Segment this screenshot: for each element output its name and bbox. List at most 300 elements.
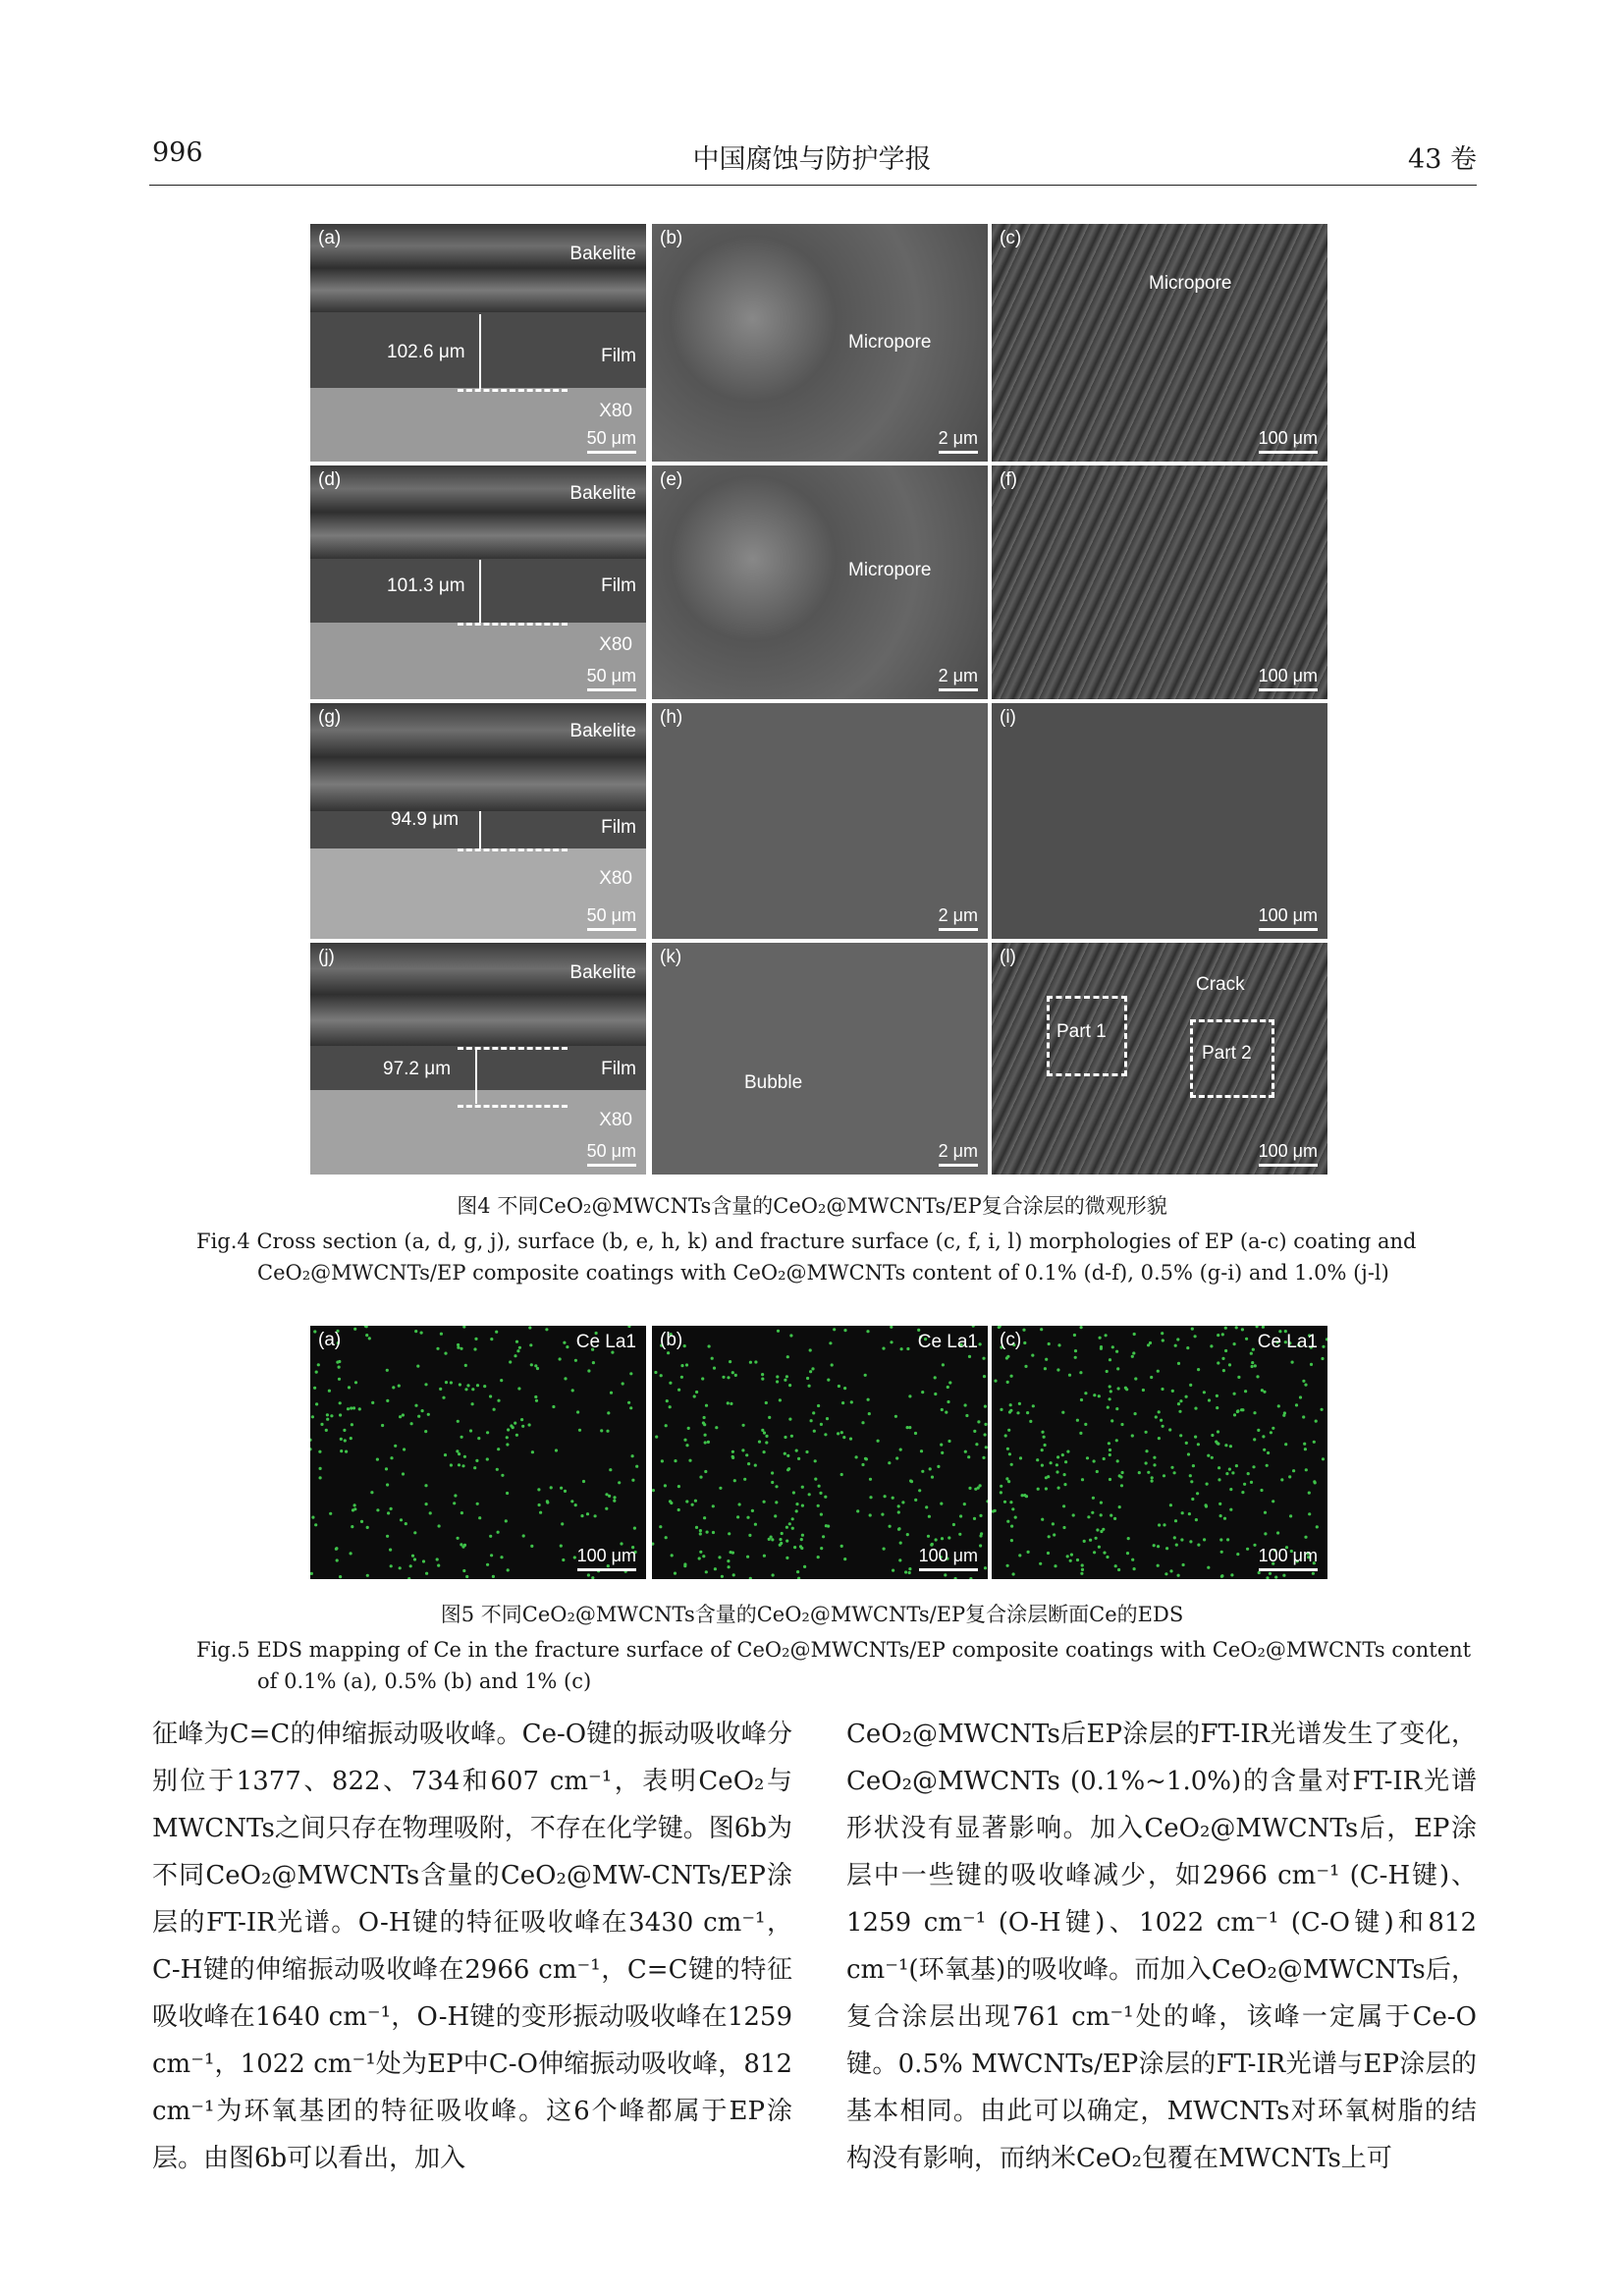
eds-dot [1224, 1444, 1227, 1447]
eds-dot [353, 1328, 356, 1331]
eds-dot [1177, 1402, 1180, 1405]
eds-dot [1207, 1454, 1210, 1457]
eds-dot [1047, 1552, 1050, 1555]
eds-dot [1103, 1552, 1106, 1555]
eds-dot [1256, 1375, 1259, 1378]
eds-dot [796, 1570, 799, 1573]
eds-dot [890, 1340, 893, 1343]
eds-dot [1280, 1478, 1283, 1481]
eds-dot [727, 1559, 730, 1562]
eds-dot [392, 1386, 395, 1389]
eds-dot [1310, 1363, 1313, 1366]
eds-dot [352, 1406, 355, 1409]
eds-dot [1158, 1437, 1161, 1440]
eds-dot [730, 1402, 732, 1405]
eds-dot [1027, 1551, 1030, 1554]
eds-dot [506, 1436, 509, 1439]
eds-dot [319, 1476, 322, 1479]
eds-dot [319, 1467, 322, 1470]
eds-dot [1274, 1576, 1277, 1579]
eds-dot [1210, 1344, 1213, 1347]
eds-dot [398, 1385, 401, 1388]
eds-dot [941, 1451, 944, 1454]
eds-dot [838, 1385, 840, 1388]
eds-dot [771, 1538, 774, 1541]
eds-dot [1131, 1558, 1134, 1561]
volume-label: 43 卷 [1408, 144, 1477, 175]
eds-dot [338, 1366, 341, 1369]
eds-dot [390, 1507, 393, 1510]
eds-dot [669, 1382, 672, 1385]
eds-dot [1062, 1504, 1065, 1507]
eds-dot [315, 1402, 318, 1405]
eds-dot [1236, 1410, 1239, 1413]
eds-dot [669, 1405, 672, 1408]
eds-dot [1080, 1326, 1083, 1329]
eds-dot [416, 1365, 419, 1368]
eds-dot [941, 1537, 944, 1540]
eds-dot [1203, 1538, 1206, 1541]
eds-dot [683, 1344, 686, 1347]
eds-dot [1224, 1327, 1227, 1330]
thickness-label: 101.3 μm [387, 575, 465, 596]
eds-dot [1237, 1376, 1240, 1379]
eds-dot [817, 1404, 820, 1407]
eds-dot [741, 1449, 744, 1451]
eds-dot [898, 1558, 901, 1561]
eds-dot [474, 1338, 477, 1340]
eds-dot [1228, 1363, 1231, 1366]
eds-dot [1093, 1394, 1096, 1396]
panel-e [652, 465, 988, 699]
eds-dot [1026, 1411, 1029, 1414]
eds-dot [407, 1577, 410, 1579]
eds-dot [394, 1445, 397, 1448]
eds-dot [1157, 1370, 1160, 1373]
eds-dot [464, 1364, 467, 1367]
eds-dot [344, 1439, 347, 1442]
eds-dot [386, 1399, 389, 1402]
panel-tag: (b) [660, 1330, 683, 1350]
eds-dot [763, 1501, 766, 1503]
eds-dot [883, 1548, 886, 1551]
eds-dot [1004, 1434, 1007, 1437]
eds-dot [703, 1423, 706, 1426]
eds-dot [817, 1556, 820, 1558]
eds-dot [1233, 1393, 1236, 1395]
eds-dot [808, 1493, 811, 1496]
eds-dot [774, 1514, 777, 1517]
panel-b [652, 224, 988, 462]
eds-dot [719, 1487, 722, 1490]
eds-dot [785, 1375, 788, 1378]
eds-dot [351, 1525, 353, 1528]
eds-dot [894, 1415, 897, 1418]
eds-dot [371, 1401, 374, 1404]
eds-dot [1080, 1398, 1083, 1401]
eds-dot [313, 1330, 316, 1333]
eds-dot [528, 1326, 531, 1329]
eds-dot [1174, 1344, 1177, 1347]
eds-dot [627, 1401, 630, 1404]
eds-dot [982, 1456, 985, 1459]
eds-dot [1270, 1431, 1272, 1434]
eds-dot [948, 1381, 951, 1384]
eds-dot [1050, 1461, 1053, 1464]
eds-dot [1186, 1346, 1189, 1349]
eds-dot [843, 1329, 846, 1332]
eds-dot [507, 1568, 510, 1571]
eds-dot [1266, 1464, 1269, 1467]
eds-dot [1243, 1483, 1246, 1486]
eds-dot [586, 1512, 589, 1515]
eds-dot [814, 1459, 817, 1462]
eds-dots [310, 1326, 646, 1579]
eds-dot [732, 1573, 735, 1576]
eds-dot [667, 1351, 670, 1354]
eds-dot [1023, 1341, 1026, 1344]
eds-dot [1245, 1338, 1248, 1340]
eds-dot [1005, 1477, 1008, 1480]
eds-dot [1197, 1544, 1200, 1547]
eds-dot [592, 1361, 595, 1364]
eds-dot [793, 1546, 796, 1549]
eds-dot [669, 1500, 672, 1503]
eds-dot [1241, 1328, 1244, 1331]
eds-dot [652, 1489, 655, 1492]
eds-dot [727, 1401, 730, 1404]
eds-dot [1066, 1450, 1069, 1453]
eds-dot [1158, 1523, 1161, 1526]
eds-dot [320, 1423, 323, 1426]
eds-dot [788, 1418, 791, 1421]
eds-dot [573, 1556, 576, 1558]
scale-bar: 100 μm [919, 1546, 978, 1571]
eds-dot [1289, 1514, 1292, 1517]
eds-dot [685, 1500, 688, 1503]
eds-dot [350, 1437, 352, 1440]
eds-dot [318, 1450, 321, 1453]
eds-dot [1151, 1480, 1154, 1483]
eds-dot [824, 1433, 827, 1436]
film-label: Film [601, 817, 636, 838]
eds-dot [403, 1448, 406, 1450]
eds-dot [1217, 1334, 1219, 1337]
eds-dot [745, 1453, 748, 1456]
eds-dot [515, 1434, 518, 1437]
eds-dot [1076, 1419, 1079, 1422]
scale-bar: 100 μm [1259, 428, 1318, 454]
eds-dot [1000, 1485, 1002, 1488]
eds-dot [820, 1547, 823, 1550]
eds-dot [489, 1535, 492, 1538]
eds-dot [1056, 1470, 1058, 1473]
eds-dot [1096, 1528, 1099, 1531]
eds-dot [421, 1409, 424, 1412]
eds-dot [850, 1400, 853, 1403]
eds-dot [1194, 1335, 1197, 1338]
eds-dot [1283, 1411, 1286, 1414]
eds-dot [1241, 1491, 1244, 1494]
eds-dot [906, 1347, 909, 1350]
eds-dot [1191, 1498, 1194, 1501]
film-label: Film [601, 575, 636, 596]
eds-dot [463, 1455, 466, 1458]
part-1-label: Part 1 [1056, 1021, 1107, 1042]
eds-dot [366, 1526, 369, 1529]
eds-dot [979, 1342, 982, 1345]
eds-dot [1110, 1419, 1113, 1422]
eds-dot [1029, 1420, 1032, 1423]
eds-dot [535, 1399, 538, 1402]
eds-dot [812, 1411, 815, 1414]
film-label: Film [601, 1059, 636, 1079]
panel-tag: (g) [318, 707, 342, 728]
eds-dot [799, 1545, 802, 1548]
eds-dot [1229, 1508, 1232, 1511]
eds-dot [685, 1444, 688, 1447]
eds-dot [814, 1478, 817, 1481]
eds-dot [436, 1347, 439, 1350]
eds-dot [754, 1360, 757, 1363]
eds-dot [343, 1429, 346, 1432]
eds-dot [928, 1515, 931, 1518]
eds-dot [1084, 1423, 1087, 1426]
eds-dot [906, 1533, 909, 1536]
eds-dot [1061, 1453, 1064, 1456]
eds-dot [366, 1574, 369, 1577]
eds-dot [699, 1532, 702, 1535]
eds-dot [1247, 1472, 1250, 1475]
eds-dot [661, 1459, 664, 1462]
eds-dot [984, 1423, 987, 1426]
eds-dot [829, 1341, 832, 1344]
eds-dot [984, 1433, 987, 1436]
eds-dot [582, 1480, 585, 1483]
eds-dot [336, 1558, 339, 1561]
eds-dot [733, 1479, 736, 1482]
eds-dot [1096, 1470, 1099, 1473]
eds-dot [1260, 1489, 1263, 1492]
magnification-label: X80 [599, 634, 632, 655]
eds-dot [534, 1364, 537, 1367]
eds-dot [390, 1456, 393, 1459]
eds-dot [1321, 1357, 1324, 1360]
scale-bar: 100 μm [1259, 905, 1318, 931]
eds-dot [788, 1522, 791, 1525]
eds-dot [1057, 1343, 1060, 1346]
film-label: Film [601, 346, 636, 366]
element-label: Ce La1 [1257, 1332, 1318, 1352]
eds-dot [1252, 1348, 1255, 1351]
panel-tag: (h) [660, 707, 683, 728]
eds-dot [460, 1347, 462, 1350]
eds-dot [414, 1404, 417, 1407]
eds-dot [454, 1494, 457, 1497]
eds-dot [457, 1420, 460, 1423]
eds-dot [1157, 1564, 1160, 1567]
eds-dot [707, 1441, 710, 1444]
eds-dot [840, 1545, 843, 1548]
eds-dot [354, 1381, 357, 1384]
eds-dot [654, 1371, 657, 1374]
eds-dot [1189, 1474, 1192, 1477]
eds-dot [1288, 1475, 1291, 1478]
eds-dot [1219, 1538, 1222, 1541]
eds-dot [1147, 1343, 1150, 1346]
eds-dot [516, 1349, 519, 1352]
eds-dot [1109, 1449, 1111, 1451]
eds-dot [1240, 1408, 1243, 1411]
eds-dot [1180, 1538, 1183, 1541]
eds-dot [389, 1549, 392, 1552]
eds-dot [1095, 1537, 1098, 1540]
eds-dot [463, 1544, 466, 1547]
eds-dot [994, 1380, 997, 1383]
scale-bar: 50 μm [587, 666, 636, 691]
eds-dot [1109, 1478, 1111, 1481]
scale-bar: 2 μm [939, 666, 978, 691]
eds-dot [571, 1389, 574, 1392]
eds-dot [1233, 1342, 1236, 1345]
scale-bar: 100 μm [1259, 1546, 1318, 1571]
eds-dot [1142, 1389, 1145, 1392]
eds-dot [840, 1431, 843, 1434]
figure-4-caption-cn: 图4 不同CeO₂@MWCNTs含量的CeO₂@MWCNTs/EP复合涂层的微观形貌 [457, 1194, 1167, 1218]
eds-dot [984, 1405, 987, 1408]
eds-dot [743, 1478, 746, 1481]
eds-dot [771, 1471, 774, 1474]
eds-dot [424, 1484, 427, 1487]
eds-dot [509, 1360, 512, 1363]
eds-dot [820, 1423, 823, 1426]
eds-dot [1108, 1442, 1110, 1445]
eds-dot [1120, 1484, 1123, 1487]
eds-dot [784, 1436, 786, 1439]
eds-dot [1256, 1326, 1259, 1328]
eds-dot [1191, 1328, 1194, 1331]
eds-dot [560, 1545, 563, 1548]
eds-dot [664, 1484, 667, 1487]
eds-dot [330, 1414, 333, 1417]
scale-bar: 100 μm [1259, 1141, 1318, 1167]
bakelite-label: Bakelite [569, 244, 636, 264]
eds-dot [703, 1516, 706, 1519]
eds-dot [613, 1496, 616, 1499]
eds-dot [464, 1388, 467, 1391]
body-paragraph: CeO₂@MWCNTs后EP涂层的FT-IR光谱发生了变化，CeO₂@MWCNTs (0.1%~1.0%)的含量对FT-IR光谱形状没有显著影响。加入CeO₂@MWCNTs后，EP涂层中一些键的吸收峰减少，如2966 cm⁻¹ (C-H键)、1259 cm⁻¹ (O-H键)、1022 cm⁻¹ (C-O键)和812 cm⁻¹(环氧基)的吸收峰。而加入CeO₂@MWCNTs后，复合涂层出现761 cm⁻¹处的峰，该峰一定属于Ce-O键。0.5% MWCNTs/EP涂层的FT-IR光谱与EP涂层的基本相同。由此可以确定，MWCNTs对环氧树脂的结构没有影响，而纳米CeO₂包覆在MWCNTs上可 [846, 1720, 1477, 2173]
eds-dot [518, 1346, 521, 1349]
eds-dot [386, 1535, 389, 1538]
eds-dot [461, 1464, 464, 1467]
eds-dot [1217, 1430, 1219, 1433]
eds-dot [1126, 1552, 1129, 1555]
eds-dot [1007, 1480, 1010, 1483]
eds-dot [610, 1392, 613, 1394]
eds-dot [908, 1571, 911, 1574]
eds-dot [975, 1443, 978, 1446]
eds-dot [460, 1543, 462, 1546]
eds-dot [453, 1502, 456, 1504]
eds-dot [1299, 1395, 1302, 1398]
eds-dot [1304, 1384, 1307, 1387]
eds-dot [940, 1444, 943, 1447]
eds-dot [754, 1523, 757, 1526]
panel-tag: (l) [1000, 947, 1016, 967]
magnification-label: X80 [599, 868, 632, 889]
eds-dot [727, 1376, 730, 1379]
eds-dot [837, 1432, 839, 1435]
eds-dot [1012, 1572, 1015, 1575]
eds-dot [749, 1361, 752, 1364]
eds-dot [399, 1415, 402, 1418]
eds-dot [909, 1479, 912, 1482]
eds-dot [1231, 1471, 1234, 1474]
eds-dot [967, 1455, 970, 1458]
eds-dot [1251, 1365, 1254, 1368]
eds-dot [587, 1573, 590, 1576]
eds-dots [652, 1326, 988, 1579]
eds-dot [685, 1363, 688, 1366]
eds-dot [1264, 1511, 1267, 1514]
eds-dot [998, 1326, 1001, 1329]
eds-dot [1224, 1349, 1227, 1352]
eds-dot [1048, 1342, 1051, 1345]
eds-dot [399, 1566, 402, 1569]
eds-dot [982, 1357, 985, 1360]
eds-dot [712, 1504, 715, 1507]
body-left-column [152, 1711, 792, 2182]
eds-dot [368, 1337, 371, 1339]
eds-dot [869, 1496, 872, 1499]
eds-dot [659, 1525, 662, 1528]
eds-dot [600, 1429, 603, 1432]
eds-dot [790, 1435, 793, 1438]
eds-dot [365, 1326, 368, 1328]
eds-dot [704, 1470, 707, 1473]
eds-dot [1106, 1370, 1109, 1373]
eds-dot [683, 1439, 686, 1442]
eds-dot [514, 1354, 516, 1357]
eds-dot [1194, 1407, 1197, 1410]
eds-dot [538, 1503, 541, 1506]
eds-dot [877, 1440, 880, 1443]
eds-dot [768, 1416, 771, 1419]
eds-dot [731, 1456, 734, 1459]
eds-dot [1016, 1411, 1019, 1414]
body-paragraph: 征峰为C=C的伸缩振动吸收峰。Ce-O键的振动吸收峰分别位于1377、822、734和607 cm⁻¹，表明CeO₂与MWCNTs之间只存在物理吸附，不存在化学键。图6b为不同CeO₂@MWCNTs含量的CeO₂@MW-CNTs/EP涂层的FT-IR光谱。O-H键的特征吸收峰在3430 cm⁻¹，C-H键的伸缩振动吸收峰在2966 cm⁻¹，C=C键的特征吸收峰在1640 cm⁻¹，O-H键的变形振动吸收峰在1259 cm⁻¹，1022 cm⁻¹处为EP中C-O伸缩振动吸收峰，812 cm⁻¹为环氧基团的特征吸收峰。这6个峰都属于EP涂层。由图6b可以看出，加入 [152, 1720, 792, 2173]
eds-dot [699, 1551, 702, 1554]
eds-dot [677, 1389, 680, 1392]
magnification-label: X80 [599, 401, 632, 421]
eds-dot [1079, 1371, 1082, 1374]
panel-tag: (f) [1000, 469, 1017, 490]
eds-dot [564, 1490, 567, 1493]
eds-dot [1244, 1390, 1247, 1393]
eds-dot [627, 1326, 630, 1328]
panel-tag: (j) [318, 947, 335, 967]
eds-dot [694, 1500, 697, 1503]
eds-dot [977, 1487, 980, 1490]
eds-dot [914, 1432, 917, 1435]
eds-dot [1109, 1385, 1111, 1388]
eds-dot [728, 1532, 731, 1535]
eds-dot [1277, 1404, 1280, 1407]
eds-dot [986, 1500, 988, 1503]
panel-tag: (k) [660, 947, 682, 967]
eds-dot [1006, 1381, 1009, 1384]
eds-dot [1006, 1448, 1009, 1450]
